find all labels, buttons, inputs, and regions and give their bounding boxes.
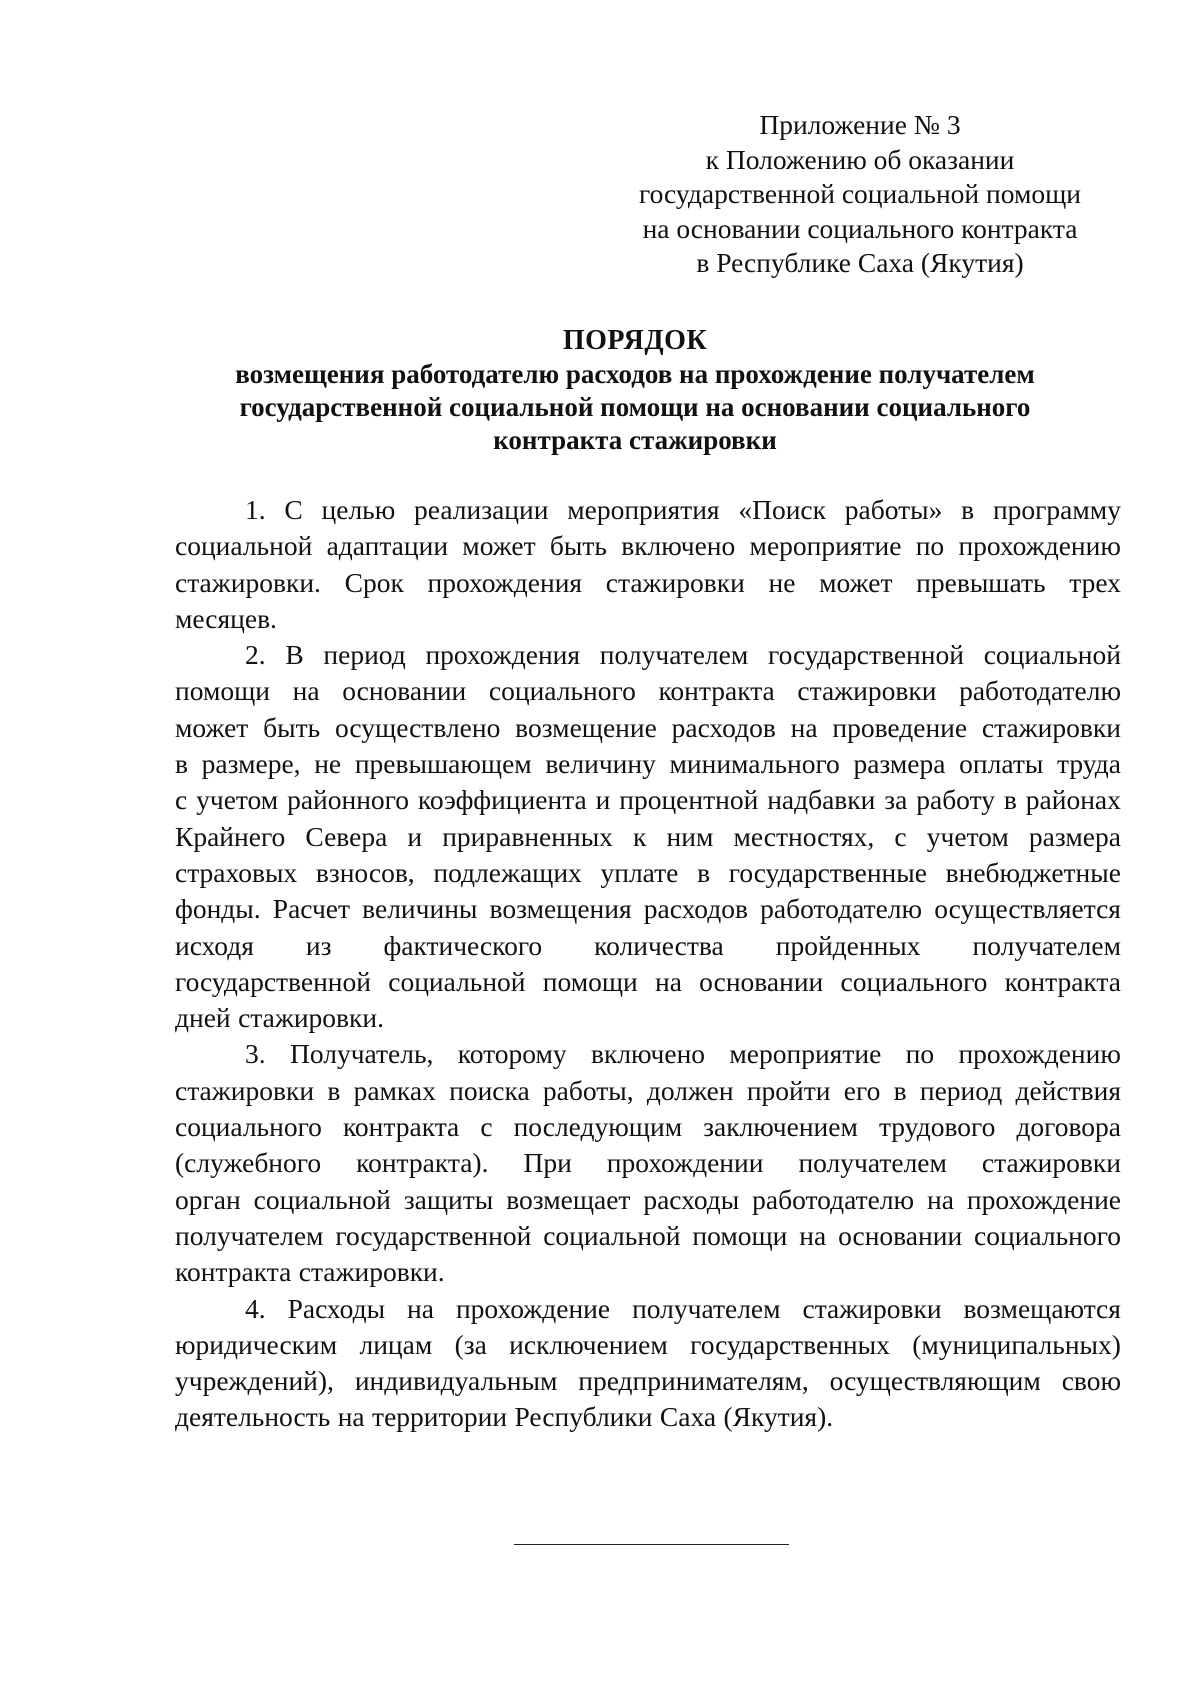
paragraph-3	[175, 1036, 1121, 1290]
paragraph-line: (служебного контракта). При прохождении получателем стажировки	[175, 1147, 1121, 1179]
paragraph-line: фонды. Расчет величины возмещения расходов работодателю осуществляется	[175, 893, 1121, 925]
paragraph-line: социального контракта с последующим заключением трудового договора	[175, 1111, 1121, 1143]
paragraph-line: контракта стажировки.	[175, 1256, 445, 1288]
document-title: ПОРЯДОК	[562, 325, 708, 356]
paragraph-line: государственной социальной помощи на основании социального контракта	[175, 965, 1121, 997]
paragraph-line: с учетом районного коэффициента и процентной надбавки за работу в районах	[175, 784, 1121, 816]
paragraph-line: 4. Расходы на прохождение получателем стажировки возмещаются	[245, 1292, 1121, 1324]
appendix-line: Приложение № 3	[759, 109, 961, 140]
appendix-reference	[600, 108, 1120, 281]
paragraph-line: деятельность на территории Республики Саха (Якутия).	[175, 1401, 834, 1433]
document-subtitle	[150, 358, 1120, 457]
paragraph-1	[175, 492, 1121, 637]
paragraph-line: месяцев.	[175, 602, 277, 634]
paragraph-line: получателем государственной социальной помощи на основании социального	[175, 1219, 1121, 1251]
paragraph-line: исходя из фактического количества пройденных получателем	[175, 929, 1121, 961]
paragraph-2	[175, 637, 1121, 1036]
paragraph-line: Крайнего Севера и приравненных к ним местностях, с учетом размера	[175, 820, 1121, 852]
subtitle-line: контракта стажировки	[493, 425, 777, 455]
paragraph-line: может быть осуществлено возмещение расходов на проведение стажировки	[175, 711, 1121, 743]
paragraph-line: стажировки. Срок прохождения стажировки не может превышать трех	[175, 566, 1121, 598]
appendix-line: в Республике Саха (Якутия)	[696, 247, 1024, 278]
paragraph-line: стажировки в рамках поиска работы, должен пройти его в период действия	[175, 1074, 1121, 1106]
paragraph-line: 3. Получатель, которому включено мероприятие по прохождению	[245, 1038, 1121, 1070]
paragraph-line: 2. В период прохождения получателем государственной социальной	[245, 639, 1121, 671]
document-heading	[150, 323, 1120, 457]
paragraph-line: дней стажировки.	[175, 1002, 384, 1034]
paragraph-line: юридическим лицам (за исключением государственных (муниципальных)	[175, 1328, 1121, 1360]
appendix-line: к Положению об оказании	[705, 143, 1015, 175]
paragraph-line: социальной адаптации может быть включено мероприятие по прохождению	[175, 530, 1121, 562]
appendix-line: на основании социального контракта	[642, 212, 1078, 244]
paragraph-line: учреждений), индивидуальным предпринимателям, осуществляющим свою	[175, 1365, 1121, 1397]
paragraph-4	[175, 1291, 1121, 1436]
appendix-line: государственной социальной помощи	[638, 178, 1081, 209]
paragraph-line: в размере, не превышающем величину минимального размера оплаты труда	[175, 748, 1121, 780]
subtitle-line: государственной социальной помощи на основании социального	[239, 392, 1031, 422]
paragraph-line: 1. С целью реализации мероприятия «Поиск работы» в программу	[245, 494, 1121, 525]
subtitle-line: возмещения работодателю расходов на прохождение получателем	[235, 359, 1035, 389]
paragraph-line: орган социальной защиты возмещает расходы работодателю на прохождение	[175, 1183, 1121, 1215]
paragraph-line: страховых взносов, подлежащих уплате в государственные внебюджетные	[175, 856, 1121, 888]
document-body	[175, 492, 1121, 1436]
closing-divider-line	[514, 1544, 789, 1545]
paragraph-line: помощи на основании социального контракта стажировки работодателю	[175, 675, 1121, 707]
